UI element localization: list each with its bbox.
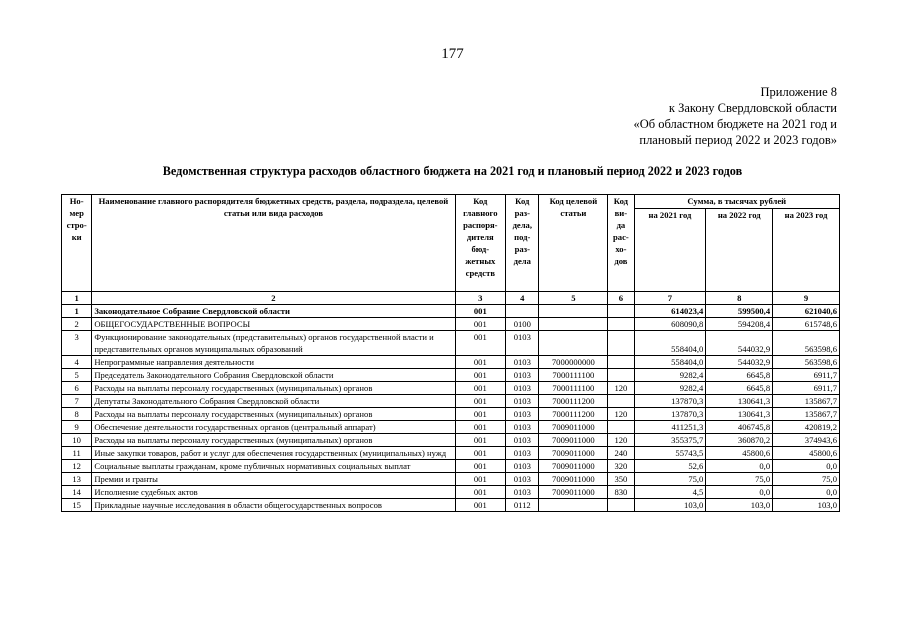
row-sum-2021: 558404,0 bbox=[634, 356, 706, 369]
table-row bbox=[62, 408, 840, 421]
row-sum-2022: 360870,2 bbox=[706, 434, 773, 447]
header-2022: на 2022 год bbox=[706, 209, 773, 292]
row-name: Расходы на выплаты персоналу государственных (муниципальных) органов bbox=[92, 382, 455, 395]
document-title: Ведомственная структура расходов областного бюджета на 2021 год и плановый период 2022 и 2023 годов bbox=[162, 164, 743, 178]
row-sum-2023: 0,0 bbox=[773, 486, 840, 499]
row-code-target: 7000111200 bbox=[539, 408, 608, 421]
row-name: Расходы на выплаты персоналу государственных (муниципальных) органов bbox=[92, 408, 455, 421]
row-sum-2021: 4,5 bbox=[634, 486, 706, 499]
row-code-type bbox=[608, 331, 634, 356]
row-sum-2022: 544032,9 bbox=[706, 356, 773, 369]
row-sum-2023: 45800,6 bbox=[773, 447, 840, 460]
row-code-section bbox=[506, 305, 539, 318]
table-row bbox=[62, 305, 840, 318]
row-code-type bbox=[608, 318, 634, 331]
row-code-target: 7000111200 bbox=[539, 395, 608, 408]
row-sum-2023: 103,0 bbox=[773, 499, 840, 512]
table-row bbox=[62, 486, 840, 499]
row-code-target: 7009011000 bbox=[539, 473, 608, 486]
row-number: 10 bbox=[62, 434, 92, 447]
row-sum-2023: 135867,7 bbox=[773, 395, 840, 408]
row-code-type bbox=[608, 395, 634, 408]
table-row bbox=[62, 395, 840, 408]
row-name: Исполнение судебных актов bbox=[92, 486, 455, 499]
row-sum-2022: 406745,8 bbox=[706, 421, 773, 434]
row-code-section: 0103 bbox=[506, 369, 539, 382]
row-code-section: 0103 bbox=[506, 473, 539, 486]
row-code-main: 001 bbox=[455, 356, 506, 369]
row-name: Прикладные научные исследования в области общегосударственных вопросов bbox=[92, 499, 455, 512]
row-code-main: 001 bbox=[455, 460, 506, 473]
column-number-row bbox=[62, 292, 840, 305]
row-sum-2021: 55743,5 bbox=[634, 447, 706, 460]
row-name: Социальные выплаты гражданам, кроме публичных нормативных социальных выплат bbox=[92, 460, 455, 473]
row-number: 5 bbox=[62, 369, 92, 382]
row-sum-2021: 608090,8 bbox=[634, 318, 706, 331]
row-code-target bbox=[539, 305, 608, 318]
row-sum-2023: 6911,7 bbox=[773, 382, 840, 395]
row-sum-2021: 614023,4 bbox=[634, 305, 706, 318]
table-row bbox=[62, 382, 840, 395]
column-number: 4 bbox=[506, 292, 539, 305]
table-row bbox=[62, 499, 840, 512]
row-code-section: 0103 bbox=[506, 408, 539, 421]
row-sum-2021: 355375,7 bbox=[634, 434, 706, 447]
row-name: ОБЩЕГОСУДАРСТВЕННЫЕ ВОПРОСЫ bbox=[92, 318, 455, 331]
row-sum-2023: 621040,6 bbox=[773, 305, 840, 318]
column-number: 8 bbox=[706, 292, 773, 305]
row-code-target: 7009011000 bbox=[539, 486, 608, 499]
row-code-type: 120 bbox=[608, 434, 634, 447]
row-sum-2023: 615748,6 bbox=[773, 318, 840, 331]
row-sum-2022: 599500,4 bbox=[706, 305, 773, 318]
column-number: 5 bbox=[539, 292, 608, 305]
column-number: 6 bbox=[608, 292, 634, 305]
row-number: 4 bbox=[62, 356, 92, 369]
row-number: 8 bbox=[62, 408, 92, 421]
row-sum-2023: 420819,2 bbox=[773, 421, 840, 434]
row-sum-2021: 558404,0 bbox=[634, 331, 706, 356]
row-number: 3 bbox=[62, 331, 92, 356]
appendix-line-4: плановый период 2022 и 2023 годов» bbox=[639, 133, 837, 147]
row-sum-2022: 0,0 bbox=[706, 486, 773, 499]
row-sum-2021: 103,0 bbox=[634, 499, 706, 512]
row-sum-2021: 9282,4 bbox=[634, 382, 706, 395]
row-code-section: 0103 bbox=[506, 421, 539, 434]
table-row bbox=[62, 318, 840, 331]
row-number: 9 bbox=[62, 421, 92, 434]
row-code-section: 0103 bbox=[506, 434, 539, 447]
row-code-main: 001 bbox=[455, 408, 506, 421]
row-code-main: 001 bbox=[455, 499, 506, 512]
row-number: 11 bbox=[62, 447, 92, 460]
column-number: 3 bbox=[455, 292, 506, 305]
header-row-number: Но- мер стро- ки bbox=[62, 195, 92, 292]
row-number: 12 bbox=[62, 460, 92, 473]
header-name: Наименование главного распорядителя бюджетных средств, раздела, подраздела, целевой статьи или вида расходов bbox=[92, 195, 455, 292]
row-sum-2023: 75,0 bbox=[773, 473, 840, 486]
table-row bbox=[62, 473, 840, 486]
row-code-main: 001 bbox=[455, 331, 506, 356]
column-number: 7 bbox=[634, 292, 706, 305]
row-code-target: 7000111100 bbox=[539, 369, 608, 382]
row-code-target: 7009011000 bbox=[539, 434, 608, 447]
row-code-type bbox=[608, 421, 634, 434]
column-number: 1 bbox=[62, 292, 92, 305]
row-number: 2 bbox=[62, 318, 92, 331]
row-sum-2022: 6645,8 bbox=[706, 369, 773, 382]
row-sum-2022: 45800,6 bbox=[706, 447, 773, 460]
table-row bbox=[62, 447, 840, 460]
row-code-type bbox=[608, 305, 634, 318]
row-name: Премии и гранты bbox=[92, 473, 455, 486]
row-sum-2023: 6911,7 bbox=[773, 369, 840, 382]
row-sum-2021: 52,6 bbox=[634, 460, 706, 473]
row-code-type: 120 bbox=[608, 408, 634, 421]
budget-table bbox=[61, 194, 840, 512]
row-code-type: 120 bbox=[608, 382, 634, 395]
row-code-section: 0100 bbox=[506, 318, 539, 331]
row-code-type bbox=[608, 356, 634, 369]
row-name: Непрограммные направления деятельности bbox=[92, 356, 455, 369]
row-code-main: 001 bbox=[455, 382, 506, 395]
row-code-type: 830 bbox=[608, 486, 634, 499]
appendix-line-1: Приложение 8 bbox=[760, 85, 837, 99]
row-sum-2021: 9282,4 bbox=[634, 369, 706, 382]
row-code-section: 0103 bbox=[506, 382, 539, 395]
row-code-main: 001 bbox=[455, 421, 506, 434]
row-code-section: 0103 bbox=[506, 356, 539, 369]
row-sum-2023: 374943,6 bbox=[773, 434, 840, 447]
row-sum-2022: 75,0 bbox=[706, 473, 773, 486]
row-code-main: 001 bbox=[455, 305, 506, 318]
row-sum-2023: 563598,6 bbox=[773, 331, 840, 356]
appendix-line-3: «Об областном бюджете на 2021 год и bbox=[633, 117, 837, 131]
row-number: 15 bbox=[62, 499, 92, 512]
row-code-main: 001 bbox=[455, 318, 506, 331]
row-number: 6 bbox=[62, 382, 92, 395]
header-code-section: Код раз- дела, под- раз- дела bbox=[506, 195, 539, 292]
row-code-main: 001 bbox=[455, 395, 506, 408]
row-sum-2022: 594208,4 bbox=[706, 318, 773, 331]
row-sum-2021: 75,0 bbox=[634, 473, 706, 486]
column-number: 2 bbox=[92, 292, 455, 305]
row-code-type bbox=[608, 499, 634, 512]
header-code-main: Код главного распоря- дителя бюд- жетных средств bbox=[455, 195, 506, 292]
table-row bbox=[62, 331, 840, 356]
table-row bbox=[62, 421, 840, 434]
row-code-type bbox=[608, 369, 634, 382]
row-name: Обеспечение деятельности государственных органов (центральный аппарат) bbox=[92, 421, 455, 434]
row-sum-2022: 544032,9 bbox=[706, 331, 773, 356]
row-number: 13 bbox=[62, 473, 92, 486]
row-number: 1 bbox=[62, 305, 92, 318]
row-code-type: 350 bbox=[608, 473, 634, 486]
row-sum-2021: 137870,3 bbox=[634, 395, 706, 408]
row-number: 14 bbox=[62, 486, 92, 499]
row-sum-2021: 411251,3 bbox=[634, 421, 706, 434]
table-row bbox=[62, 434, 840, 447]
appendix-line-2: к Закону Свердловской области bbox=[668, 101, 837, 115]
row-code-section: 0112 bbox=[506, 499, 539, 512]
row-code-type: 240 bbox=[608, 447, 634, 460]
row-code-section: 0103 bbox=[506, 447, 539, 460]
table-row bbox=[62, 460, 840, 473]
row-name: Законодательное Собрание Свердловской области bbox=[92, 305, 455, 318]
row-name: Депутаты Законодательного Собрания Свердловской области bbox=[92, 395, 455, 408]
column-number: 9 bbox=[773, 292, 840, 305]
table-row bbox=[62, 356, 840, 369]
row-sum-2022: 0,0 bbox=[706, 460, 773, 473]
row-code-main: 001 bbox=[455, 486, 506, 499]
header-code-target: Код целевой статьи bbox=[539, 195, 608, 292]
row-sum-2022: 103,0 bbox=[706, 499, 773, 512]
row-code-target bbox=[539, 331, 608, 356]
row-code-target: 7009011000 bbox=[539, 447, 608, 460]
row-sum-2023: 0,0 bbox=[773, 460, 840, 473]
table-row bbox=[62, 369, 840, 382]
header-2021: на 2021 год bbox=[634, 209, 706, 292]
row-code-section: 0103 bbox=[506, 460, 539, 473]
appendix-note bbox=[633, 84, 837, 148]
header-code-type: Код ви- да рас- хо- дов bbox=[608, 195, 634, 292]
row-code-main: 001 bbox=[455, 434, 506, 447]
row-code-main: 001 bbox=[455, 369, 506, 382]
row-code-type: 320 bbox=[608, 460, 634, 473]
row-name: Иные закупки товаров, работ и услуг для обеспечения государственных (муниципальных) нужд bbox=[92, 447, 455, 460]
row-sum-2022: 130641,3 bbox=[706, 408, 773, 421]
row-code-main: 001 bbox=[455, 473, 506, 486]
row-code-main: 001 bbox=[455, 447, 506, 460]
row-code-target: 7009011000 bbox=[539, 460, 608, 473]
row-code-target: 7009011000 bbox=[539, 421, 608, 434]
row-sum-2022: 6645,8 bbox=[706, 382, 773, 395]
row-code-target: 7000111100 bbox=[539, 382, 608, 395]
row-sum-2022: 130641,3 bbox=[706, 395, 773, 408]
row-name: Председатель Законодательного Собрания Свердловской области bbox=[92, 369, 455, 382]
row-sum-2023: 135867,7 bbox=[773, 408, 840, 421]
row-code-target bbox=[539, 499, 608, 512]
row-name: Функционирование законодательных (представительных) органов государственной власти и представительных органов муниципальных образований bbox=[92, 331, 455, 356]
header-2023: на 2023 год bbox=[773, 209, 840, 292]
row-code-target: 7000000000 bbox=[539, 356, 608, 369]
row-sum-2021: 137870,3 bbox=[634, 408, 706, 421]
row-sum-2023: 563598,6 bbox=[773, 356, 840, 369]
row-code-section: 0103 bbox=[506, 486, 539, 499]
row-name: Расходы на выплаты персоналу государственных (муниципальных) органов bbox=[92, 434, 455, 447]
row-code-section: 0103 bbox=[506, 331, 539, 356]
table-body bbox=[62, 292, 840, 512]
row-code-section: 0103 bbox=[506, 395, 539, 408]
page-number: 177 bbox=[441, 46, 464, 62]
row-number: 7 bbox=[62, 395, 92, 408]
row-code-target bbox=[539, 318, 608, 331]
header-sum-group: Сумма, в тысячах рублей bbox=[634, 195, 839, 209]
